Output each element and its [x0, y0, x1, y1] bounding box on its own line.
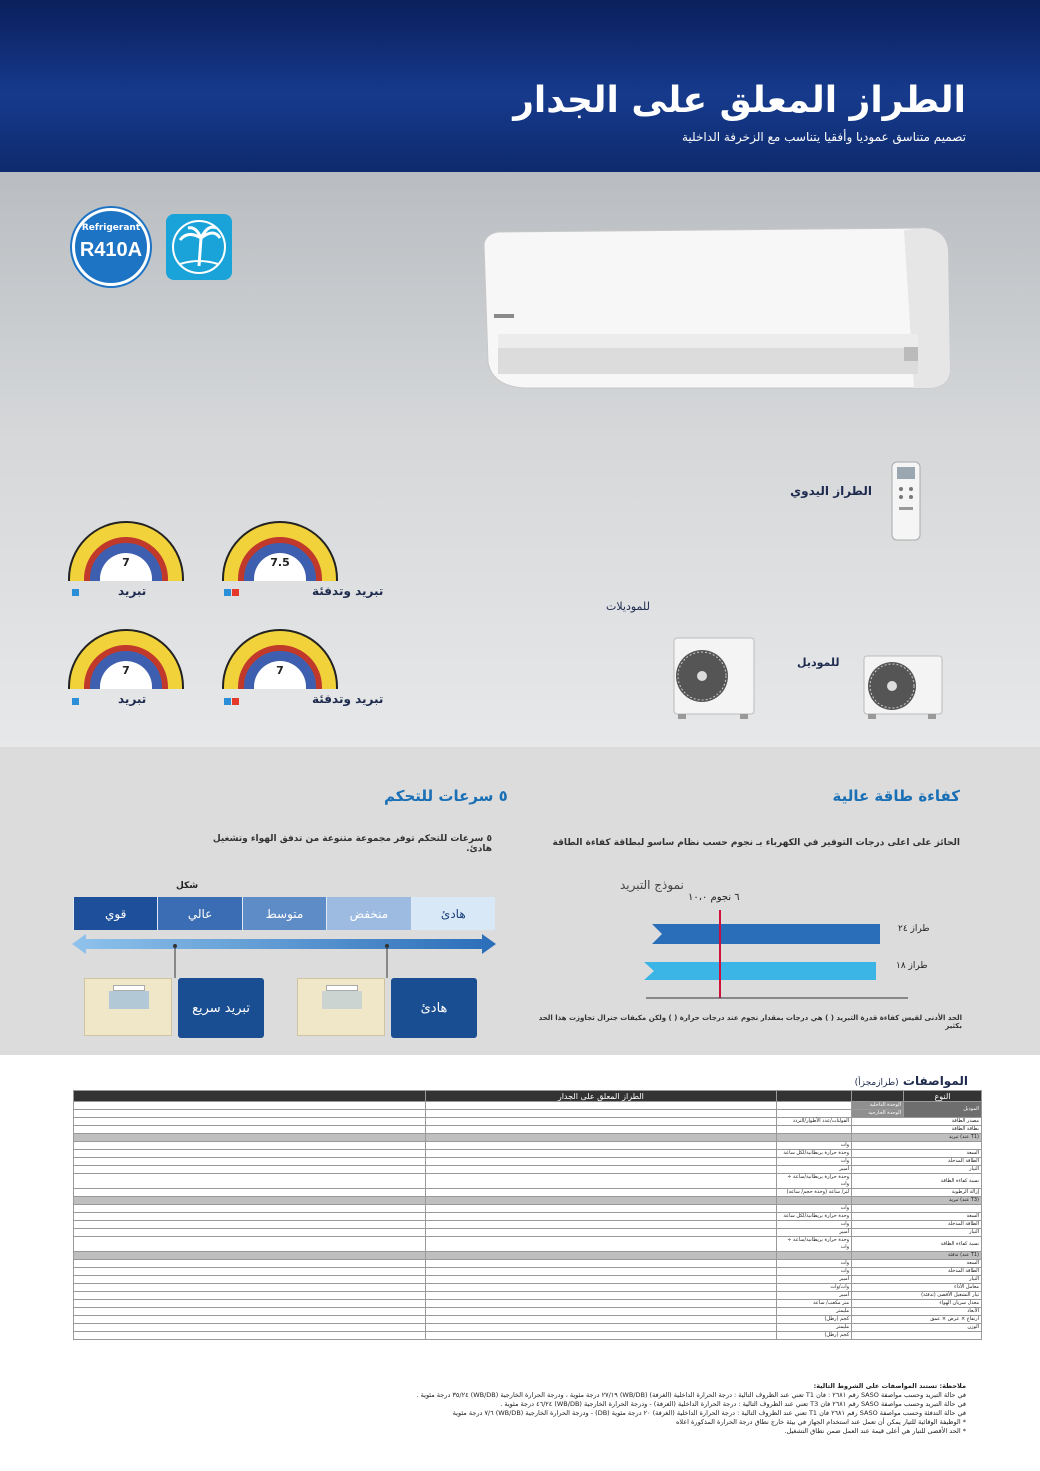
spec-value	[425, 1284, 777, 1292]
spec-label: التيار	[852, 1276, 982, 1284]
spec-value	[425, 1126, 777, 1134]
gauge-caption: تبريد وتدفئة	[312, 584, 384, 598]
spec-value	[74, 1332, 426, 1340]
specs-title	[855, 1074, 968, 1088]
efficiency-chart-title: نموذج التبريد	[620, 878, 684, 892]
spec-value	[425, 1134, 777, 1142]
spec-value	[425, 1166, 777, 1174]
note-line: * الحد الأقصى للتيار هي أعلى قيمة عند العمل ضمن نطاق التشغيل.	[784, 1427, 966, 1435]
specs-body	[74, 1118, 982, 1340]
spec-value	[74, 1229, 426, 1237]
spec-value	[425, 1221, 777, 1229]
spec-label: نسبة كفاءة الطاقة	[852, 1237, 982, 1252]
note-line: * الوظيفة الوقائية للتيار يمكن أن تعمل عند استخدام الجهاز في بيئة خارج نطاق درجة الحرارة المذكورة اعلاه	[675, 1418, 966, 1426]
fan-speed-bar	[73, 897, 495, 930]
spec-row	[74, 1126, 982, 1134]
specs-header-row	[74, 1091, 982, 1102]
spec-row	[74, 1213, 982, 1221]
spec-value	[425, 1118, 777, 1126]
spec-value	[425, 1158, 777, 1166]
spec-label: تدفئة (عند T1)	[852, 1252, 982, 1260]
spec-unit: أمبير	[777, 1292, 852, 1300]
spec-value	[74, 1324, 426, 1332]
spec-value	[74, 1126, 426, 1134]
spec-row	[74, 1142, 982, 1150]
efficiency-chart	[640, 910, 910, 1002]
model-label: للموديل	[797, 656, 840, 669]
spec-row	[74, 1221, 982, 1229]
spec-row	[74, 1252, 982, 1260]
spec-unit: كجم (رطل)	[777, 1316, 852, 1324]
specs-model-row	[74, 1102, 982, 1110]
spec-unit: الفولتات/عدد الأطوار/التردد	[777, 1118, 852, 1126]
spec-row	[74, 1268, 982, 1276]
spec-unit: وات/وات	[777, 1284, 852, 1292]
spec-unit: مليمتر	[777, 1324, 852, 1332]
spec-row	[74, 1237, 982, 1252]
notes-title: ملاحظة: تستند المواصفات على الشروط التالية:	[813, 1382, 966, 1390]
spec-row	[74, 1134, 982, 1142]
spec-value	[74, 1166, 426, 1174]
spec-row	[74, 1150, 982, 1158]
outdoor-unit-label: الوحدة الخارجية	[852, 1110, 904, 1118]
spec-value	[74, 1260, 426, 1268]
spec-label: الأبعاد	[852, 1308, 982, 1316]
efficiency-title: كفاءة طاقة عالية	[832, 787, 960, 805]
spec-value	[425, 1205, 777, 1213]
speed-description: ٥ سرعات للتحكم توفر مجموعة متنوعة من تدفق الهواء وتشغيل هادئ.	[212, 834, 492, 854]
spec-value	[425, 1260, 777, 1268]
cooling-swatch	[224, 589, 231, 596]
spec-row	[74, 1229, 982, 1237]
spec-unit: وات	[777, 1205, 852, 1213]
refrigerant-name: R410A	[79, 239, 143, 261]
spec-value	[425, 1308, 777, 1316]
outdoor-unit-small-image	[862, 654, 944, 720]
spec-label: ارتفاع × عرض × عمق	[852, 1316, 982, 1324]
spec-value	[74, 1237, 426, 1252]
notes	[66, 1382, 966, 1436]
spec-row	[74, 1189, 982, 1197]
spec-row	[74, 1316, 982, 1324]
spec-value	[74, 1284, 426, 1292]
spec-label: نسبة كفاءة الطاقة	[852, 1174, 982, 1189]
spec-row	[74, 1166, 982, 1174]
room-illustration	[297, 978, 385, 1036]
gauge-caption: تبريد	[118, 584, 147, 598]
efficiency-footnote: الحد الأدنى لقيس كفاءة قدرة التبريد ( ) هي درجات بمقدار نجوم عند درجات حرارة ( ) ولكن مكيفات جنرال تجاوزت هذا الحد بكثير	[538, 1014, 962, 1030]
spec-value	[74, 1292, 426, 1300]
spec-label: تيار التشغيل الأقصى (تدفئة)	[852, 1292, 982, 1300]
spec-value	[74, 1308, 426, 1316]
spec-label: السعة	[852, 1260, 982, 1268]
speed-markers	[170, 944, 392, 978]
spec-value	[74, 1252, 426, 1260]
spec-unit: وحدة حرارة بريطانية/لكل ساعة	[777, 1213, 852, 1221]
spec-unit: وات	[777, 1268, 852, 1276]
gauge-value: 7.5	[270, 556, 290, 569]
spec-label	[852, 1205, 982, 1213]
spec-row	[74, 1205, 982, 1213]
gauge-value: 7	[276, 664, 284, 677]
spec-label: بطاقة الطاقة	[852, 1126, 982, 1134]
spec-unit: وات	[777, 1260, 852, 1268]
spec-value	[425, 1292, 777, 1300]
spec-value	[74, 1189, 426, 1197]
spec-unit	[777, 1197, 852, 1205]
specs-title-sub: (طرازمجزأ)	[854, 1078, 899, 1088]
spec-value	[74, 1150, 426, 1158]
indoor-unit-image	[484, 222, 950, 392]
spec-row	[74, 1118, 982, 1126]
spec-value	[74, 1205, 426, 1213]
spec-label: الطاقة المدخلة	[852, 1158, 982, 1166]
spec-unit	[777, 1126, 852, 1134]
spec-value	[425, 1174, 777, 1189]
spec-value	[425, 1332, 777, 1340]
spec-value	[425, 1229, 777, 1237]
spec-label	[852, 1332, 982, 1340]
note-line: في حالة التبريد وحسب مواصفة SASO رقم ٢٦٨١ فان T3 تعني عند الظروف التالية : درجة الحرارة الداخلية (الغرفة) - ودرجة الحرارة الخارجية (WB/DB) ٤٦/٢٤ درجة مئوية .	[500, 1400, 966, 1408]
spec-value	[425, 1237, 777, 1252]
spec-unit: أمبير	[777, 1276, 852, 1284]
spec-label: الوزن	[852, 1324, 982, 1332]
spec-unit: لتر/ ساعة (وحدة حجم/ ساعة)	[777, 1189, 852, 1197]
spec-value	[74, 1197, 426, 1205]
spec-row	[74, 1300, 982, 1308]
spec-unit: وحدة حرارة بريطانية/ساعة ÷ وات	[777, 1174, 852, 1189]
spec-value	[425, 1300, 777, 1308]
outdoor-unit-large-image	[672, 636, 756, 720]
speed-level: متوسط	[242, 897, 326, 930]
spec-row	[74, 1197, 982, 1205]
fast-cooling-tile: تبريد سريع	[178, 978, 264, 1038]
spec-row	[74, 1292, 982, 1300]
spec-row	[74, 1284, 982, 1292]
spec-label: التيار	[852, 1166, 982, 1174]
spec-value	[74, 1134, 426, 1142]
spec-unit: أمبير	[777, 1229, 852, 1237]
spec-row	[74, 1332, 982, 1340]
spec-value	[425, 1268, 777, 1276]
remote-control-image	[891, 461, 921, 541]
spec-unit: وات	[777, 1158, 852, 1166]
spec-value	[425, 1213, 777, 1221]
spec-label: السعة	[852, 1213, 982, 1221]
speed-level: منخفض	[326, 897, 410, 930]
cooling-swatch	[72, 698, 79, 705]
gauge-value: 7	[122, 664, 130, 677]
spec-label: تبريد (عند T3)	[852, 1197, 982, 1205]
specs-header-type: النوع	[904, 1091, 982, 1102]
spec-unit: متر مكعب/ ساعة	[777, 1300, 852, 1308]
spec-unit: كجم (رطل)	[777, 1332, 852, 1340]
bar-18-label: طراز ١٨	[896, 961, 928, 971]
spec-row	[74, 1276, 982, 1284]
specs-table	[73, 1090, 982, 1340]
spec-value	[74, 1118, 426, 1126]
cooling-swatch	[72, 589, 79, 596]
spec-value	[74, 1158, 426, 1166]
spec-value	[425, 1189, 777, 1197]
spec-unit: وحدة حرارة بريطانية/ساعة ÷ وات	[777, 1237, 852, 1252]
spec-value	[74, 1213, 426, 1221]
spec-value	[425, 1316, 777, 1324]
spec-value	[74, 1268, 426, 1276]
spec-value	[74, 1174, 426, 1189]
spec-unit: أمبير	[777, 1166, 852, 1174]
energy-gauge	[68, 629, 184, 689]
spec-value	[74, 1276, 426, 1284]
bar-18	[644, 962, 876, 980]
spec-value	[425, 1276, 777, 1284]
room-illustration	[84, 978, 172, 1036]
gauge-value: 7	[122, 556, 130, 569]
spec-label: معامل الأداء	[852, 1284, 982, 1292]
refrigerant-badge	[72, 208, 150, 286]
spec-label: السعة	[852, 1150, 982, 1158]
model-row-label: الموديل	[904, 1102, 982, 1118]
spec-label: معدل سريان الهواء	[852, 1300, 982, 1308]
spec-label: إزالة الرطوبة	[852, 1189, 982, 1197]
note-line: في حالة التدفئة وحسب مواصفة SASO رقم ٢٦٨١ فان T1 تعني عند الظروف التالية : درجة الحرارة الداخلية (الغرفة) ٢٠ درجة مئوية (DB) - ودرجة الحرارة الخارجية (WB/DB) ٧/٦ درجة مئوية	[452, 1409, 966, 1417]
spec-label: مصدر الطاقة	[852, 1118, 982, 1126]
speed-title: ٥ سرعات للتحكم	[384, 787, 508, 805]
specs-model-row	[74, 1110, 982, 1118]
spec-value	[425, 1142, 777, 1150]
specs-title-main: المواصفات	[902, 1074, 968, 1088]
gauge-caption: تبريد	[118, 692, 147, 706]
spec-value	[74, 1316, 426, 1324]
spec-row	[74, 1308, 982, 1316]
spec-unit	[777, 1134, 852, 1142]
heating-swatch	[232, 698, 239, 705]
spec-label: تبريد (عند T1)	[852, 1134, 982, 1142]
speed-level: عالي	[157, 897, 241, 930]
page-subtitle: تصميم متناسق عموديا وأفقيا يتناسب مع الزخرفة الداخلية	[681, 130, 966, 144]
page-title: الطراز المعلق على الجدار	[513, 80, 966, 121]
spec-value	[74, 1142, 426, 1150]
spec-value	[425, 1197, 777, 1205]
threshold-label: ٦ نجوم ١٠،٠	[688, 892, 740, 903]
spec-row	[74, 1158, 982, 1166]
spec-value	[425, 1150, 777, 1158]
energy-gauge	[222, 629, 338, 689]
speed-level: هادئ	[411, 897, 495, 930]
spec-unit	[777, 1252, 852, 1260]
energy-gauge	[68, 521, 184, 581]
spec-unit: وات	[777, 1221, 852, 1229]
models-label: للموديلات	[606, 600, 650, 613]
heating-swatch	[232, 589, 239, 596]
spec-value	[425, 1324, 777, 1332]
gauge-caption: تبريد وتدفئة	[312, 692, 384, 706]
speed-level: قوي	[73, 897, 157, 930]
palm-tree-icon	[166, 214, 232, 280]
spec-label: التيار	[852, 1229, 982, 1237]
energy-gauge	[222, 521, 338, 581]
spec-value	[74, 1221, 426, 1229]
spec-row	[74, 1174, 982, 1189]
bar-24	[652, 924, 880, 944]
spec-label	[852, 1142, 982, 1150]
bar-24-label: طراز ٢٤	[898, 924, 930, 934]
spec-unit: وات	[777, 1142, 852, 1150]
spec-row	[74, 1260, 982, 1268]
efficiency-description: الحائز على اعلى درجات التوفير في الكهرباء بـ نجوم حسب نظام ساسو لبطاقة كفاءة الطاقة	[552, 838, 960, 848]
spec-row	[74, 1324, 982, 1332]
spec-unit: مليمتر	[777, 1308, 852, 1316]
note-line: في حالة التبريد وحسب مواصفة SASO رقم ٢٦٨١ : فان T1 تعني عند الظروف التالية : درجة الحرارة الداخلية (الغرفة) (WB/DB) ٢٧/١٩ درجة مئوية ، ودرجة الحرارة الخارجية (WB/DB) ٣٥/٢٤ درجة مئوية .	[416, 1391, 966, 1399]
spec-value	[74, 1300, 426, 1308]
indoor-unit-label: الوحدة الداخلية	[852, 1102, 904, 1110]
quiet-tile: هادئ	[391, 978, 477, 1038]
shape-label: شكل	[176, 881, 199, 891]
refrigerant-caption: Refrigerant	[81, 223, 141, 233]
cooling-swatch	[224, 698, 231, 705]
spec-unit: وحدة حرارة بريطانية/لكل ساعة	[777, 1150, 852, 1158]
spec-label: الطاقة المدخلة	[852, 1268, 982, 1276]
remote-label: الطراز اليدوي	[790, 484, 872, 498]
spec-label: الطاقة المدخلة	[852, 1221, 982, 1229]
spec-value	[425, 1252, 777, 1260]
specs-header-main: الطراز المعلق على الجدار	[425, 1091, 777, 1102]
